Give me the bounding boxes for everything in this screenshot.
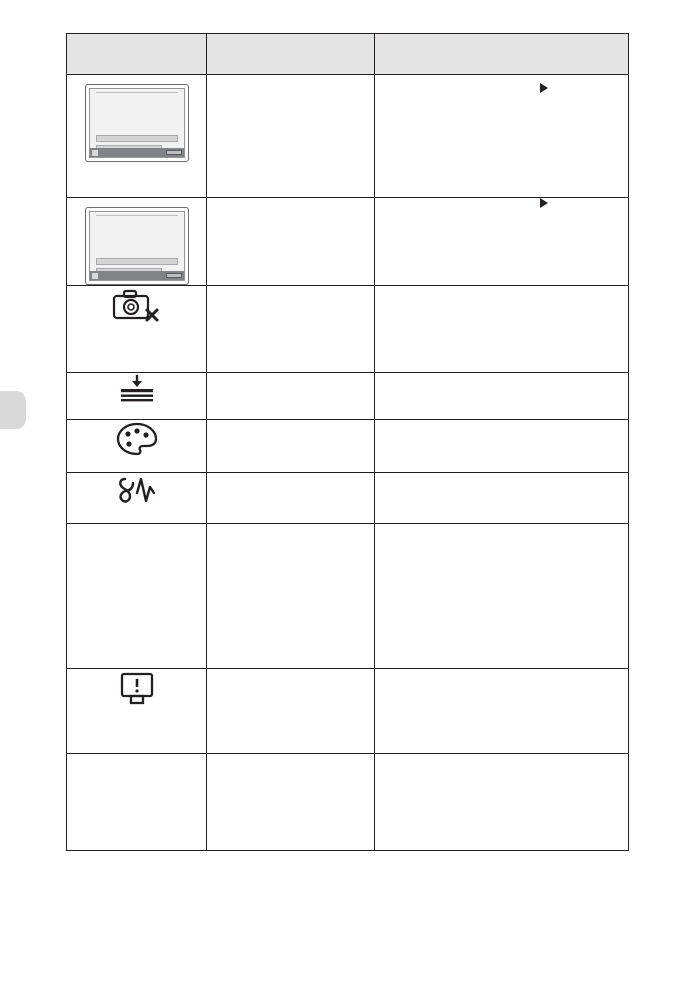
camera-monitor-thumbnail <box>85 207 189 285</box>
table-header-row <box>67 34 629 75</box>
cell-icon <box>67 286 207 373</box>
cell-icon <box>67 473 207 524</box>
lens-error-icon <box>113 473 161 507</box>
cell-solution <box>375 373 629 420</box>
play-triangle-icon <box>540 198 548 208</box>
table-row <box>67 75 629 198</box>
header-cell-display <box>67 34 207 75</box>
cell-solution <box>375 198 629 286</box>
cell-solution <box>375 75 629 198</box>
cell-problem <box>207 473 375 524</box>
cell-problem <box>207 198 375 286</box>
cell-solution <box>375 286 629 373</box>
cell-icon <box>67 373 207 420</box>
cell-problem <box>207 373 375 420</box>
cell-solution <box>375 754 629 851</box>
cell-solution <box>375 524 629 669</box>
camera-no-card-icon <box>111 286 163 326</box>
cell-icon <box>67 669 207 754</box>
cell-icon <box>67 754 207 851</box>
table-row <box>67 473 629 524</box>
camera-monitor-thumbnail <box>85 84 189 162</box>
page-side-tab <box>0 391 26 429</box>
table-row <box>67 198 629 286</box>
table-row <box>67 373 629 420</box>
cell-icon <box>67 524 207 669</box>
cell-problem <box>207 524 375 669</box>
table-row <box>67 286 629 373</box>
cell-solution <box>375 473 629 524</box>
cell-icon <box>67 75 207 198</box>
table-row <box>67 669 629 754</box>
cell-solution <box>375 669 629 754</box>
cell-icon <box>67 198 207 286</box>
printer-warning-icon <box>116 669 158 707</box>
header-cell-solution <box>375 34 629 75</box>
cell-problem <box>207 669 375 754</box>
play-triangle-icon <box>540 83 548 93</box>
cell-problem <box>207 75 375 198</box>
cell-icon <box>67 420 207 473</box>
message-reference-table <box>66 33 629 851</box>
cell-problem <box>207 420 375 473</box>
palette-icon <box>115 420 159 458</box>
cell-problem <box>207 286 375 373</box>
header-cell-problem <box>207 34 375 75</box>
cell-problem <box>207 754 375 851</box>
table-row <box>67 420 629 473</box>
cell-solution <box>375 420 629 473</box>
table-row <box>67 524 629 669</box>
card-insert-icon <box>115 373 159 403</box>
table-row <box>67 754 629 851</box>
